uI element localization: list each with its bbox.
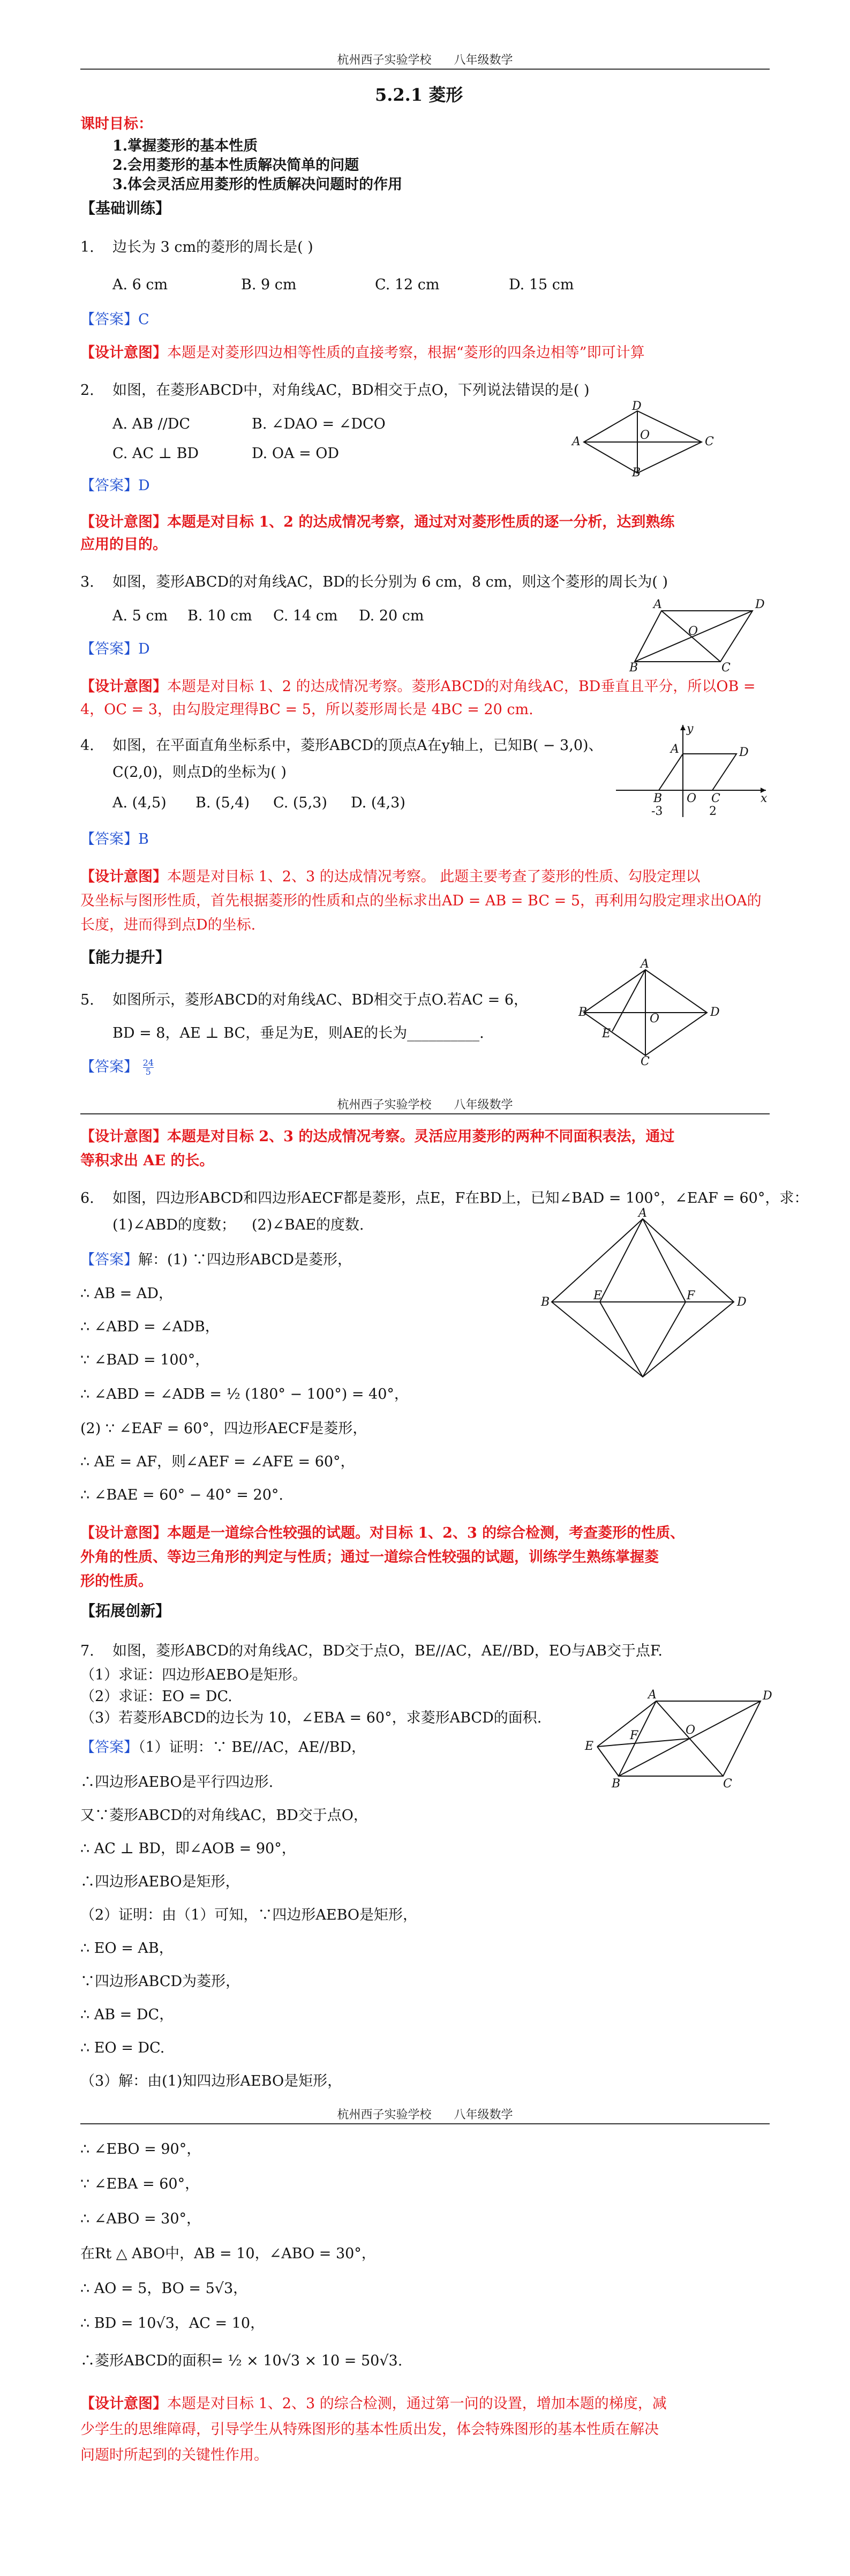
q1-option-c: C. 12 cm	[375, 276, 440, 293]
q5-answer: 【答案】 $\frac{24}{5}$	[80, 1058, 154, 1077]
q3-intent-line2: 4，OC = 3，由勾股定理得BC = 5，所以菱形周长是 4BC = 20 cm.	[80, 701, 533, 718]
q7-solution-line1: 【答案】（1）证明：∵ BE//AC，AE//BD，	[80, 1739, 366, 1756]
q6-rhombus-figure	[541, 1208, 755, 1380]
q7-solution-line11: （3）解：由(1)知四边形AEBO是矩形，	[80, 2073, 342, 2090]
q7-sub-3: （3）若菱形ABCD的边长为 10，∠EBA = 60°，求菱形ABCD的面积.	[80, 1710, 542, 1726]
q3-option-d: D. 20 cm	[359, 608, 424, 624]
q3-option-a: A. 5 cm	[112, 608, 168, 624]
goals-label: 课时目标：	[80, 116, 153, 132]
q3-rhombus-figure	[629, 597, 774, 675]
svg-text:-3: -3	[651, 805, 663, 818]
q6-intent-line1: 【设计意图】本题是一道综合性较强的试题。对目标 1、2、3 的综合检测，考查菱形的性质、	[80, 1525, 685, 1541]
q6-sub-2: (2)∠BAE的度数.	[252, 1217, 364, 1233]
q6-intent-line3: 形的性质。	[80, 1573, 153, 1590]
q7-sub-2: （2）求证：EO = DC.	[80, 1688, 232, 1705]
goal-item: 3.体会灵活应用菱形的性质解决问题时的作用	[112, 176, 403, 193]
q7-stem: 如图，菱形ABCD的对角线AC，BD交于点O，BE//AC，AE//BD，EO与AB交于点F.	[112, 1643, 663, 1659]
q7-solution-p3-line6: ∴ BD = 10√3，AC = 10，	[80, 2315, 265, 2332]
q2-option-d: D. OA = OD	[252, 445, 340, 462]
q6-solution-line5: ∴ ∠ABD = ∠ADB = ½ (180° − 100°) = 40°，	[80, 1386, 409, 1403]
q6-solution-line1: 【答案】解：(1) ∵四边形ABCD是菱形，	[80, 1252, 352, 1268]
section-extension: 【拓展创新】	[80, 1602, 171, 1620]
svg-text:O: O	[686, 1724, 696, 1737]
q3-number: 3.	[80, 574, 94, 590]
svg-text:x: x	[761, 792, 768, 805]
q7-intent-line1: 【设计意图】本题是对目标 1、2、3 的综合检测，通过第一问的设置，增加本题的梯度，减	[80, 2395, 667, 2412]
q7-intent-line2: 少学生的思维障碍，引导学生从特殊图形的基本性质出发，体会特殊图形的基本性质在解决	[80, 2421, 659, 2438]
svg-text:B: B	[632, 466, 641, 480]
q7-solution-line4: ∴ AC ⊥ BD，即∠AOB = 90°，	[80, 1840, 296, 1857]
q1-answer: 【答案】C	[80, 311, 149, 328]
svg-text:D: D	[739, 746, 749, 759]
q7-solution-line5: ∴四边形AEBO是矩形，	[80, 1874, 240, 1890]
q2-number: 2.	[80, 382, 94, 399]
q2-stem: 如图，在菱形ABCD中，对角线AC，BD相交于点O，下列说法错误的是( )	[112, 382, 590, 399]
q4-intent-line1: 【设计意图】本题是对目标 1、2、3 的达成情况考察。 此题主要考查了菱形的性质、勾股定理以	[80, 868, 701, 885]
q7-solution-line7: ∴ EO = AB，	[80, 1940, 174, 1957]
q5-rhombus-figure	[578, 959, 723, 1066]
q2-option-b: B. ∠DAO = ∠DCO	[252, 416, 386, 432]
page-title: 5.2.1 菱形	[375, 85, 463, 105]
header-divider	[80, 2123, 770, 2124]
q1-intent: 【设计意图】本题是对菱形四边相等性质的直接考察，根据“菱形的四条边相等”即可计算	[80, 345, 645, 361]
svg-text:A: A	[648, 1688, 657, 1702]
svg-text:C: C	[711, 792, 720, 805]
q6-stem: 如图，四边形ABCD和四边形AECF都是菱形，点E，F在BD上，已知∠BAD = 100°，∠EAF = 60°，求：	[112, 1190, 809, 1207]
svg-text:A: A	[653, 598, 662, 611]
q7-rhombus-figure	[578, 1688, 772, 1795]
q4-option-d: D. (4,3)	[351, 795, 405, 811]
svg-text:F: F	[630, 1729, 638, 1742]
q6-intent-line2: 外角的性质、等边三角形的判定与性质；通过一道综合性较强的试题，训练学生熟练掌握菱	[80, 1549, 659, 1566]
q7-intent-line3: 问题时所起到的关键性作用。	[80, 2447, 268, 2463]
svg-text:O: O	[688, 625, 698, 638]
svg-text:y: y	[687, 722, 694, 736]
q2-intent-line1: 【设计意图】本题是对目标 1、2 的达成情况考察，通过对对菱形性质的逐一分析，达到熟练	[80, 514, 675, 530]
header-school: 杭州西子实验学校	[337, 1098, 432, 1112]
q2-option-a: A. AB //DC	[112, 416, 191, 432]
svg-text:B: B	[653, 792, 663, 805]
svg-text:E: E	[602, 1027, 611, 1040]
q7-number: 7.	[80, 1643, 94, 1659]
svg-text:A: A	[572, 435, 581, 448]
q7-solution-p3-line1: ∴ ∠EBO = 90°，	[80, 2141, 201, 2158]
svg-text:D: D	[632, 400, 642, 413]
q3-option-b: B. 10 cm	[187, 608, 252, 624]
q6-solution-line3: ∴ ∠ABD = ∠ADB，	[80, 1319, 220, 1335]
q1-option-a: A. 6 cm	[112, 276, 168, 293]
q4-intent-line3: 长度，进而得到点D的坐标.	[80, 917, 256, 933]
svg-text:C: C	[721, 661, 731, 675]
q7-solution-line3: 又∵菱形ABCD的对角线AC，BD交于点O，	[80, 1807, 368, 1824]
svg-text:O: O	[687, 792, 697, 805]
q7-solution-p3-line2: ∵ ∠EBA = 60°，	[80, 2176, 200, 2192]
q7-solution-p3-line4: 在Rt △ ABO中，AB = 10，∠ABO = 30°，	[80, 2245, 376, 2262]
svg-text:D: D	[763, 1689, 772, 1703]
q4-stem-line1: 如图，在平面直角坐标系中，菱形ABCD的顶点A在y轴上，已知B( − 3,0)、	[112, 737, 603, 754]
header-grade: 八年级数学	[454, 1098, 513, 1112]
q4-option-c: C. (5,3)	[273, 795, 327, 811]
svg-text:A: A	[641, 957, 649, 971]
q7-solution-line2: ∴四边形AEBO是平行四边形.	[80, 1774, 274, 1791]
svg-text:O: O	[640, 429, 650, 442]
svg-text:D: D	[710, 1006, 720, 1019]
q4-number: 4.	[80, 737, 94, 754]
goal-item: 2.会用菱形的基本性质解决简单的问题	[112, 157, 359, 174]
q5-intent-line2: 等积求出 AE 的长。	[80, 1152, 214, 1169]
section-basic: 【基础训练】	[80, 199, 171, 217]
q7-sub-1: （1）求证：四边形AEBO是矩形。	[80, 1667, 307, 1683]
q2-intent-line2: 应用的目的。	[80, 536, 167, 553]
q5-answer-fraction: $\frac{24}{5}$	[142, 1058, 154, 1077]
svg-text:A: A	[638, 1207, 647, 1220]
q3-option-c: C. 14 cm	[273, 608, 338, 624]
header-grade: 八年级数学	[454, 54, 513, 67]
svg-text:F: F	[687, 1289, 695, 1302]
q6-solution-line7: ∴ AE = AF，则∠AEF = ∠AFE = 60°，	[80, 1454, 355, 1470]
svg-text:2: 2	[709, 805, 717, 818]
header-grade: 八年级数学	[454, 2108, 513, 2122]
q1-stem: 边长为 3 cm的菱形的周长是( )	[112, 239, 313, 256]
q4-answer: 【答案】B	[80, 831, 149, 848]
q7-solution-line8: ∵四边形ABCD为菱形，	[80, 1973, 240, 1990]
svg-text:C: C	[723, 1777, 732, 1791]
svg-text:E: E	[585, 1740, 594, 1753]
header-divider	[80, 1113, 770, 1114]
page-header	[80, 2106, 770, 2122]
q1-option-b: B. 9 cm	[241, 276, 297, 293]
svg-text:B: B	[541, 1296, 550, 1309]
q3-intent-line1: 【设计意图】本题是对目标 1、2 的达成情况考察。菱形ABCD的对角线AC，BD垂直且平分，所以OB =	[80, 678, 756, 695]
q4-stem-line2: C(2,0)，则点D的坐标为( )	[112, 764, 287, 781]
svg-text:B: B	[578, 1006, 588, 1019]
q6-number: 6.	[80, 1190, 94, 1207]
q5-number: 5.	[80, 992, 94, 1008]
section-ability: 【能力提升】	[80, 948, 171, 966]
q1-number: 1.	[80, 239, 94, 256]
q7-solution-line6: （2）证明：由（1）可知，∵四边形AEBO是矩形，	[80, 1907, 418, 1923]
page-header	[80, 1096, 770, 1112]
header-school: 杭州西子实验学校	[337, 2108, 432, 2122]
q4-option-a: A. (4,5)	[112, 795, 167, 811]
q6-solution-line8: ∴ ∠BAE = 60° − 40° = 20°.	[80, 1487, 283, 1503]
q2-option-c: C. AC ⊥ BD	[112, 445, 199, 462]
q7-solution-p3-line7: ∴菱形ABCD的面积= ½ × 10√3 × 10 = 50√3.	[80, 2353, 403, 2369]
q3-answer: 【答案】D	[80, 641, 150, 657]
svg-text:D: D	[737, 1296, 747, 1309]
q4-coordinate-figure	[611, 721, 771, 820]
svg-text:B: B	[629, 661, 638, 675]
svg-text:C: C	[705, 435, 714, 448]
q6-solution-line6: (2) ∵ ∠EAF = 60°，四边形AECF是菱形，	[80, 1420, 367, 1437]
q2-rhombus-figure	[568, 400, 718, 480]
svg-text:D: D	[755, 598, 765, 611]
q3-stem: 如图，菱形ABCD的对角线AC，BD的长分别为 6 cm，8 cm，则这个菱形的周长为( )	[112, 574, 668, 590]
q4-option-b: B. (5,4)	[195, 795, 250, 811]
q5-stem-line2: BD = 8，AE ⊥ BC，垂足为E，则AE的长为__________.	[112, 1025, 484, 1042]
q2-answer: 【答案】D	[80, 477, 150, 494]
goal-item: 1.掌握菱形的基本性质	[112, 138, 258, 154]
q4-intent-line2: 及坐标与图形性质，首先根据菱形的性质和点的坐标求出AD = AB = BC = 5，再利用勾股定理求出OA的	[80, 893, 762, 909]
q6-solution-line4: ∵ ∠BAD = 100°，	[80, 1352, 210, 1368]
svg-text:A: A	[671, 743, 679, 756]
svg-text:E: E	[593, 1289, 603, 1302]
q6-solution-line2: ∴ AB = AD，	[80, 1285, 174, 1302]
q5-stem-line1: 如图所示，菱形ABCD的对角线AC、BD相交于点O.若AC = 6，	[112, 992, 529, 1008]
svg-text:C: C	[641, 1055, 650, 1068]
q1-option-d: D. 15 cm	[509, 276, 574, 293]
q5-intent-line1: 【设计意图】本题是对目标 2、3 的达成情况考察。灵活应用菱形的两种不同面积表法，通过	[80, 1128, 675, 1145]
q7-solution-line9: ∴ AB = DC，	[80, 2006, 174, 2023]
header-school: 杭州西子实验学校	[337, 54, 432, 67]
header-divider	[80, 69, 770, 70]
page-header	[80, 51, 770, 68]
q7-solution-p3-line5: ∴ AO = 5，BO = 5√3，	[80, 2280, 248, 2297]
svg-text:O: O	[650, 1012, 660, 1025]
q7-solution-p3-line3: ∴ ∠ABO = 30°，	[80, 2211, 201, 2227]
svg-text:B: B	[612, 1777, 621, 1791]
q6-sub-1: (1)∠ABD的度数；	[112, 1217, 236, 1233]
q7-solution-line10: ∴ EO = DC.	[80, 2040, 165, 2056]
